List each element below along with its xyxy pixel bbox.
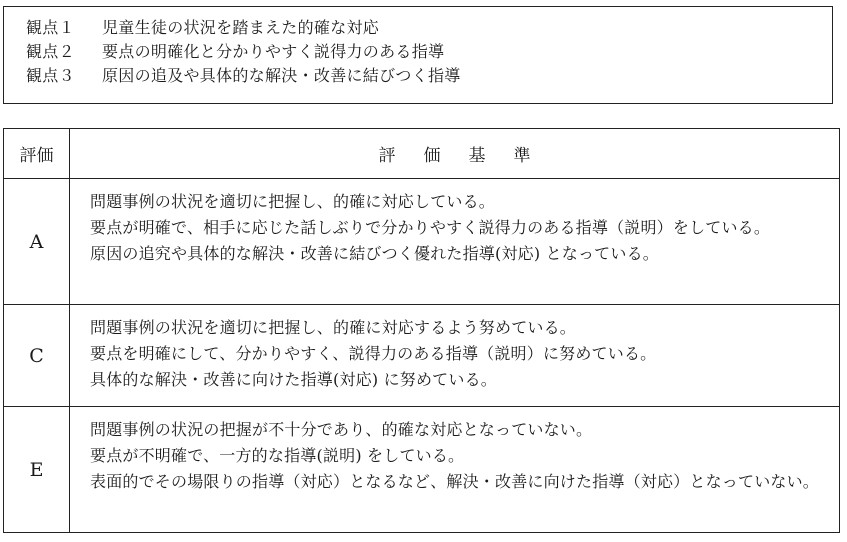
viewpoint-1 xyxy=(26,16,832,40)
criteria-line: 要点が明確で、相手に応じた話しぶりで分かりやすく説得力のある指導（説明）をしている。 xyxy=(90,218,771,237)
header-grade: 評価 xyxy=(4,129,70,179)
criteria-line: 問題事例の状況を適切に把握し、的確に対応するよう努めている。 xyxy=(90,318,577,337)
grade-cell: A xyxy=(4,179,70,305)
table-row-e xyxy=(4,407,840,533)
criteria-line: 表面的でその場限りの指導（対応）となるなど、解決・改善に向けた指導（対応）となっていない。 xyxy=(90,472,820,491)
criteria-line: 問題事例の状況の把握が不十分であり、的確な対応となっていない。 xyxy=(90,420,593,439)
header-criteria xyxy=(70,129,840,179)
viewpoint-text: 児童生徒の状況を踏まえた的確な対応 xyxy=(102,18,380,37)
criteria-line: 具体的な解決・改善に向けた指導(対応) に努めている。 xyxy=(90,370,497,389)
viewpoint-label: 観点１ xyxy=(26,18,75,37)
table-row-c xyxy=(4,305,840,407)
viewpoints-box xyxy=(3,6,833,104)
header-criteria-char: 価 xyxy=(423,146,441,166)
table-row-a xyxy=(4,179,840,305)
criteria-cell xyxy=(70,179,840,305)
viewpoint-text: 原因の追及や具体的な解決・改善に結びつく指導 xyxy=(102,66,461,85)
grade-cell: E xyxy=(4,407,70,533)
evaluation-criteria-table xyxy=(3,128,840,533)
viewpoint-3 xyxy=(26,64,832,88)
header-criteria-char: 準 xyxy=(513,146,531,166)
viewpoint-label: 観点３ xyxy=(26,66,75,85)
criteria-line: 要点が不明確で、一方的な指導(説明) をしている。 xyxy=(90,446,465,465)
criteria-cell xyxy=(70,407,840,533)
criteria-line: 問題事例の状況を適切に把握し、的確に対応している。 xyxy=(90,192,496,211)
viewpoint-label: 観点２ xyxy=(26,42,75,61)
header-criteria-char: 評 xyxy=(378,146,396,166)
criteria-line: 要点を明確にして、分かりやすく、説得力のある指導（説明）に努めている。 xyxy=(90,344,657,363)
grade-cell: C xyxy=(4,305,70,407)
criteria-line: 原因の追究や具体的な解決・改善に結びつく優れた指導(対応) となっている。 xyxy=(90,244,659,263)
header-criteria-char: 基 xyxy=(468,146,486,166)
viewpoint-2 xyxy=(26,40,832,64)
criteria-cell xyxy=(70,305,840,407)
table-header-row xyxy=(4,129,840,179)
viewpoint-text: 要点の明確化と分かりやすく説得力のある指導 xyxy=(102,42,445,61)
